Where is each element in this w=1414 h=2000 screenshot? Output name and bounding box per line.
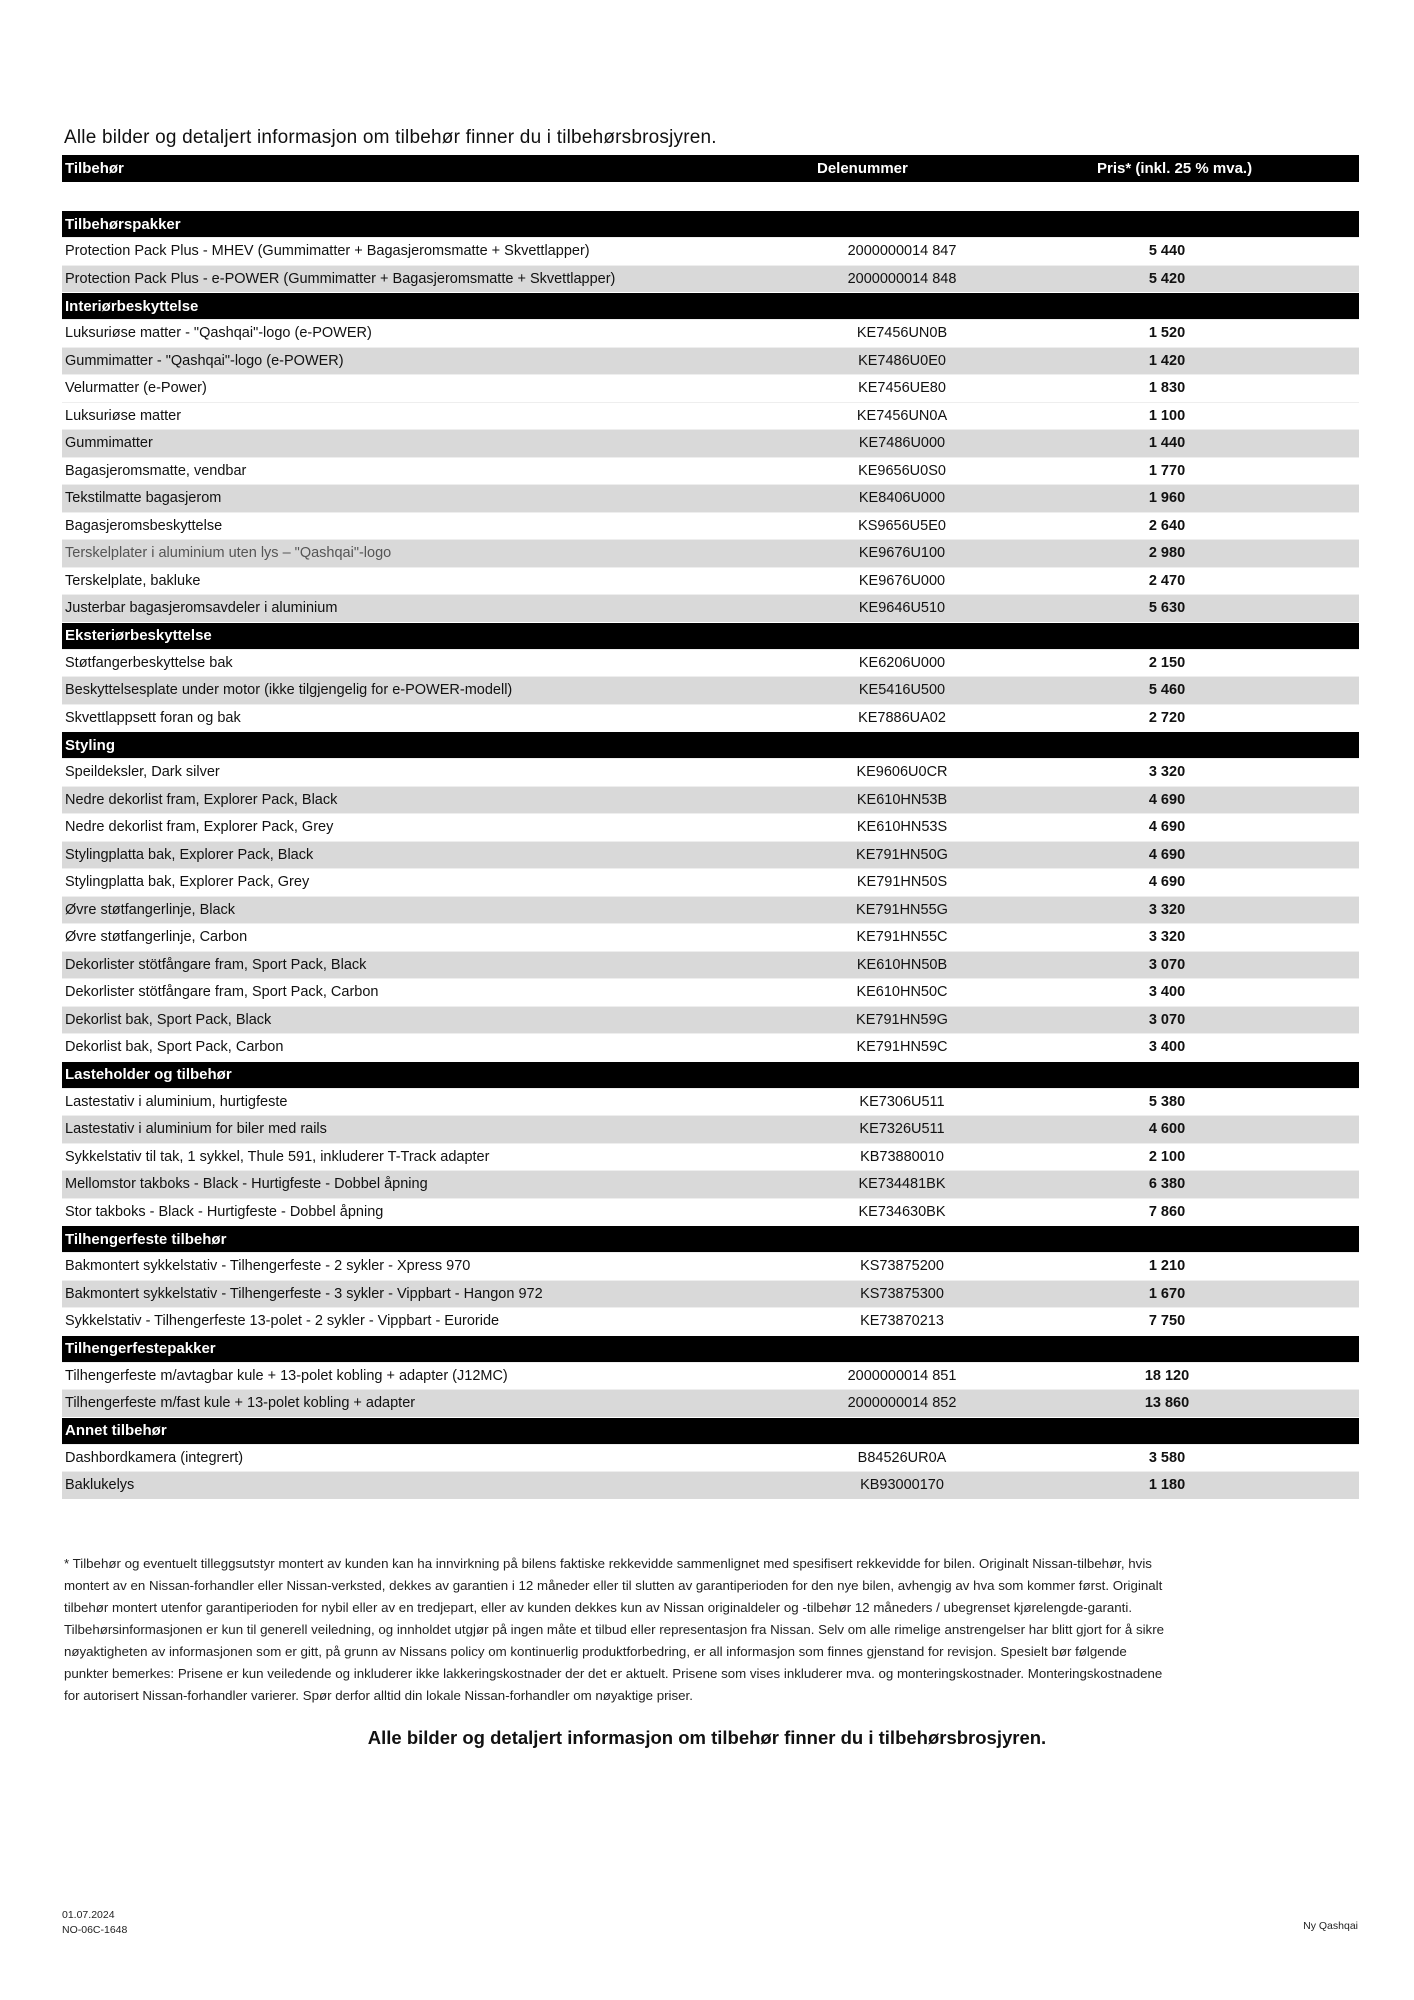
price: 1 770 xyxy=(1148,462,1186,479)
table-row xyxy=(62,1088,1359,1116)
price: 1 180 xyxy=(1148,1477,1186,1494)
item-name: Terskelplate, bakluke xyxy=(65,572,201,589)
item-name: Beskyttelsesplate under motor (ikke tilgjengelig for e-POWER-modell) xyxy=(65,682,513,699)
footer-date: 01.07.2024 xyxy=(62,1909,115,1921)
price: 2 470 xyxy=(1148,572,1186,589)
part-number: KE791HN50S xyxy=(856,874,948,891)
footnote-line: Tilbehørsinformasjonen er kun til generell veiledning, og innholdet utgjør på ingen måte et tilbud eller representasjon fra Nissan. Selv om alle rimelige anstrengelser har blitt gjort for å sikre xyxy=(64,1622,1165,1637)
price: 3 320 xyxy=(1148,929,1186,946)
part-number: KB93000170 xyxy=(860,1477,944,1494)
part-number: KE791HN55G xyxy=(856,901,948,918)
footnote-line: * Tilbehør og eventuelt tilleggsutstyr montert av kunden kan ha innvirkning på bilens faktiske rekkevidde sammenlignet med spesifisert rekkevidde for bilen. Originalt Nissan-tilbehør, hvis xyxy=(64,1556,1152,1571)
table-row xyxy=(62,319,1359,347)
footnote xyxy=(64,1553,1354,1707)
price: 2 100 xyxy=(1148,1148,1186,1165)
footer-left xyxy=(62,1908,127,1938)
part-number: KE9676U100 xyxy=(858,545,946,562)
table-row xyxy=(62,402,1359,430)
item-name: Gummimatter xyxy=(65,435,153,452)
item-name: Støtfangerbeskyttelse bak xyxy=(65,654,233,671)
part-number: KB73880010 xyxy=(860,1148,944,1165)
item-name: Nedre dekorlist fram, Explorer Pack, Black xyxy=(65,791,338,808)
price: 5 630 xyxy=(1148,600,1186,617)
table-row xyxy=(62,457,1359,485)
table-row xyxy=(62,813,1359,841)
intro-text: Alle bilder og detaljert informasjon om tilbehør finner du i tilbehørsbrosjyren. xyxy=(64,127,717,148)
part-number: KE7456UN0A xyxy=(856,407,948,424)
footnote-line: montert av en Nissan-forhandler eller Nissan-verksted, dekkes av garantien i 12 måneder eller til slutten av garantiperioden for den nye bilen, avhengig av hva som kommer først. Originalt xyxy=(64,1578,1163,1593)
table-row xyxy=(62,868,1359,896)
item-name: Speildeksler, Dark silver xyxy=(65,764,220,781)
part-number: KE8406U000 xyxy=(858,490,946,507)
section-header: Tilhengerfestepakker xyxy=(62,1335,1359,1362)
item-name: Luksuriøse matter xyxy=(65,407,182,424)
item-name: Nedre dekorlist fram, Explorer Pack, Grey xyxy=(65,819,334,836)
table-row xyxy=(62,704,1359,732)
part-number: KE7486U0E0 xyxy=(858,352,946,369)
item-name: Protection Pack Plus - e-POWER (Gummimatter + Bagasjeromsmatte + Skvettlapper) xyxy=(65,270,616,287)
item-name: Gummimatter - "Qashqai"-logo (e-POWER) xyxy=(65,352,344,369)
price: 1 960 xyxy=(1148,490,1186,507)
part-number: KE734481BK xyxy=(858,1176,946,1193)
price: 2 640 xyxy=(1148,517,1186,534)
table-row xyxy=(62,1198,1359,1226)
table-row xyxy=(62,758,1359,786)
table-row xyxy=(62,1115,1359,1143)
item-name: Tilhengerfeste m/fast kule + 13-polet kobling + adapter xyxy=(65,1395,416,1412)
item-name: Stylingplatta bak, Explorer Pack, Grey xyxy=(65,874,310,891)
part-number: KE73870213 xyxy=(860,1313,944,1330)
footnote-line: punkter bemerkes: Prisene er kun veiledende og inkluderer ikke lakkeringskostnader der det er aktuelt. Prisene som vises inkluderer mva. og monteringskostnader. Monteringskostnadene xyxy=(64,1666,1163,1681)
table-row xyxy=(62,1307,1359,1335)
price: 3 400 xyxy=(1148,984,1186,1001)
item-name: Skvettlappsett foran og bak xyxy=(65,709,241,726)
column-header-item: Tilbehør xyxy=(65,160,124,177)
table-row xyxy=(62,896,1359,924)
table-row xyxy=(62,1252,1359,1280)
price: 1 670 xyxy=(1148,1285,1186,1302)
part-number: 2000000014 848 xyxy=(847,270,957,287)
price: 5 380 xyxy=(1148,1093,1186,1110)
section-header: Interiørbeskyttelse xyxy=(62,292,1359,319)
section-header: Tilhengerfeste tilbehør xyxy=(62,1225,1359,1252)
item-name: Bagasjeromsbeskyttelse xyxy=(65,517,223,534)
section-header: Annet tilbehør xyxy=(62,1417,1359,1444)
table-row xyxy=(62,1444,1359,1472)
price: 1 830 xyxy=(1148,380,1186,397)
part-number: KE9676U000 xyxy=(858,572,946,589)
item-name: Luksuriøse matter - "Qashqai"-logo (e-POWER) xyxy=(65,325,372,342)
part-number: KE6206U000 xyxy=(858,654,946,671)
table-row xyxy=(62,978,1359,1006)
table-row xyxy=(62,1280,1359,1308)
item-name: Justerbar bagasjeromsavdeler i aluminium xyxy=(65,600,338,617)
price: 2 150 xyxy=(1148,654,1186,671)
price: 3 320 xyxy=(1148,764,1186,781)
price: 1 420 xyxy=(1148,352,1186,369)
item-name: Dekorlister stötfångare fram, Sport Pack, Black xyxy=(65,956,367,973)
table-row xyxy=(62,923,1359,951)
part-number: 2000000014 852 xyxy=(847,1395,957,1412)
section-header: Styling xyxy=(62,731,1359,758)
accessory-price-table xyxy=(62,155,1359,1499)
price: 5 460 xyxy=(1148,682,1186,699)
part-number: KE791HN59G xyxy=(856,1011,948,1028)
price: 4 690 xyxy=(1148,819,1186,836)
table-row xyxy=(62,1006,1359,1034)
part-number: 2000000014 851 xyxy=(847,1367,957,1384)
part-number: KE7456UN0B xyxy=(856,325,948,342)
item-name: Lastestativ i aluminium for biler med rails xyxy=(65,1121,327,1138)
item-name: Protection Pack Plus - MHEV (Gummimatter + Bagasjeromsmatte + Skvettlapper) xyxy=(65,243,590,260)
part-number: KE7306U511 xyxy=(859,1093,945,1110)
section-header: Eksteriørbeskyttelse xyxy=(62,622,1359,649)
price: 2 720 xyxy=(1148,709,1186,726)
table-row xyxy=(62,1170,1359,1198)
item-name: Tilhengerfeste m/avtagbar kule + 13-polet kobling + adapter (J12MC) xyxy=(65,1367,508,1384)
item-name: Dekorlister stötfångare fram, Sport Pack, Carbon xyxy=(65,984,379,1001)
table-row xyxy=(62,951,1359,979)
price: 18 120 xyxy=(1144,1367,1190,1384)
table-row xyxy=(62,567,1359,595)
item-name: Sykkelstativ - Tilhengerfeste 13-polet - 2 sykler - Vippbart - Euroride xyxy=(65,1313,500,1330)
part-number: KE9646U510 xyxy=(858,600,946,617)
price: 4 600 xyxy=(1148,1121,1186,1138)
item-name: Dashbordkamera (integrert) xyxy=(65,1449,244,1466)
table-row xyxy=(62,594,1359,622)
part-number: KE610HN50B xyxy=(856,956,948,973)
price: 1 100 xyxy=(1148,407,1186,424)
part-number: KE610HN53S xyxy=(856,819,948,836)
part-number: KE7886UA02 xyxy=(858,709,946,726)
column-header-price: Pris* (inkl. 25 % mva.) xyxy=(1097,160,1253,177)
item-name: Dekorlist bak, Sport Pack, Carbon xyxy=(65,1039,284,1056)
part-number: KE5416U500 xyxy=(858,682,946,699)
part-number: B84526UR0A xyxy=(857,1449,947,1466)
item-name: Velurmatter (e-Power) xyxy=(65,380,207,397)
part-number: KE7486U000 xyxy=(858,435,946,452)
item-name: Stor takboks - Black - Hurtigfeste - Dobbel åpning xyxy=(65,1203,384,1220)
item-name: Dekorlist bak, Sport Pack, Black xyxy=(65,1011,272,1028)
section-header: Lasteholder og tilbehør xyxy=(62,1061,1359,1088)
price: 7 750 xyxy=(1148,1313,1186,1330)
price: 3 070 xyxy=(1148,956,1186,973)
table-row xyxy=(62,649,1359,677)
table-row xyxy=(62,1143,1359,1171)
table-row xyxy=(62,347,1359,375)
price: 2 980 xyxy=(1148,545,1186,562)
item-name: Bagasjeromsmatte, vendbar xyxy=(65,462,247,479)
part-number: KE610HN53B xyxy=(856,791,948,808)
price: 1 520 xyxy=(1148,325,1186,342)
footnote-line: nøyaktigheten av informasjonen som er gitt, på grunn av Nissans policy om kontinuerlig produktforbedring, er all informasjon som finnes gjenstand for revisjon. Spesielt bør følgende xyxy=(64,1644,1127,1659)
item-name: Bakmontert sykkelstativ - Tilhengerfeste - 2 sykler - Xpress 970 xyxy=(65,1258,471,1275)
price: 3 400 xyxy=(1148,1039,1186,1056)
table-row xyxy=(62,265,1359,293)
table-row xyxy=(62,1471,1359,1499)
price: 4 690 xyxy=(1148,791,1186,808)
table-row xyxy=(62,676,1359,704)
table-spacer xyxy=(62,182,1359,210)
table-row xyxy=(62,237,1359,265)
table-row xyxy=(62,374,1359,402)
footnote-line: for autorisert Nissan-forhandler varierer. Spør derfor alltid din lokale Nissan-forhandler om nøyaktige priser. xyxy=(64,1688,693,1703)
price: 4 690 xyxy=(1148,874,1186,891)
table-row xyxy=(62,1033,1359,1061)
item-name: Sykkelstativ til tak, 1 sykkel, Thule 591, inkluderer T-Track adapter xyxy=(65,1148,490,1165)
part-number: KE791HN50G xyxy=(856,846,948,863)
item-name: Baklukelys xyxy=(65,1477,135,1494)
closing-text: Alle bilder og detaljert informasjon om tilbehør finner du i tilbehørsbrosjyren. xyxy=(367,1727,1047,1748)
part-number: KE734630BK xyxy=(858,1203,946,1220)
item-name: Tekstilmatte bagasjerom xyxy=(65,490,222,507)
table-row xyxy=(62,841,1359,869)
item-name: Lastestativ i aluminium, hurtigfeste xyxy=(65,1093,288,1110)
column-header-part-number: Delenummer xyxy=(817,160,908,177)
price: 5 440 xyxy=(1148,243,1186,260)
price: 3 070 xyxy=(1148,1011,1186,1028)
part-number: KS73875200 xyxy=(860,1258,944,1275)
part-number: KE7456UE80 xyxy=(858,380,946,397)
item-name: Terskelplater i aluminium uten lys – "Qashqai"-logo xyxy=(65,545,392,562)
item-name: Øvre støtfangerlinje, Black xyxy=(65,901,236,918)
footer-model: Ny Qashqai xyxy=(1303,1920,1358,1932)
part-number: KE7326U511 xyxy=(859,1121,945,1138)
table-header xyxy=(62,155,1359,182)
table-row xyxy=(62,786,1359,814)
price: 1 440 xyxy=(1148,435,1186,452)
item-name: Mellomstor takboks - Black - Hurtigfeste - Dobbel åpning xyxy=(65,1176,428,1193)
part-number: KE9656U0S0 xyxy=(858,462,946,479)
item-name: Øvre støtfangerlinje, Carbon xyxy=(65,929,248,946)
part-number: KS9656U5E0 xyxy=(858,517,946,534)
footer-doc-code: NO-06C-1648 xyxy=(62,1924,128,1936)
footnote-line: tilbehør montert utenfor garantiperioden for nybil eller av en tredjepart, eller av kunden dekkes kun av Nissan originaldeler og -tilbehør 12 måneders / ubegrenset kjørelengde-garanti. xyxy=(64,1600,1133,1615)
price: 3 580 xyxy=(1148,1449,1186,1466)
item-name: Bakmontert sykkelstativ - Tilhengerfeste - 3 sykler - Vippbart - Hangon 972 xyxy=(65,1285,543,1302)
item-name: Stylingplatta bak, Explorer Pack, Black xyxy=(65,846,314,863)
price: 5 420 xyxy=(1148,270,1186,287)
part-number: KE610HN50C xyxy=(856,984,948,1001)
table-row xyxy=(62,1389,1359,1417)
price: 1 210 xyxy=(1148,1258,1186,1275)
section-header: Tilbehørspakker xyxy=(62,210,1359,237)
part-number: 2000000014 847 xyxy=(847,243,957,260)
part-number: KS73875300 xyxy=(860,1285,944,1302)
price: 13 860 xyxy=(1144,1395,1190,1412)
part-number: KE791HN55C xyxy=(856,929,948,946)
table-row xyxy=(62,512,1359,540)
part-number: KE791HN59C xyxy=(856,1039,948,1056)
price: 4 690 xyxy=(1148,846,1186,863)
price: 6 380 xyxy=(1148,1176,1186,1193)
table-body xyxy=(62,210,1359,1499)
table-row xyxy=(62,429,1359,457)
part-number: KE9606U0CR xyxy=(856,764,948,781)
table-row xyxy=(62,539,1359,567)
price: 7 860 xyxy=(1148,1203,1186,1220)
table-row xyxy=(62,484,1359,512)
table-row xyxy=(62,1362,1359,1390)
price: 3 320 xyxy=(1148,901,1186,918)
